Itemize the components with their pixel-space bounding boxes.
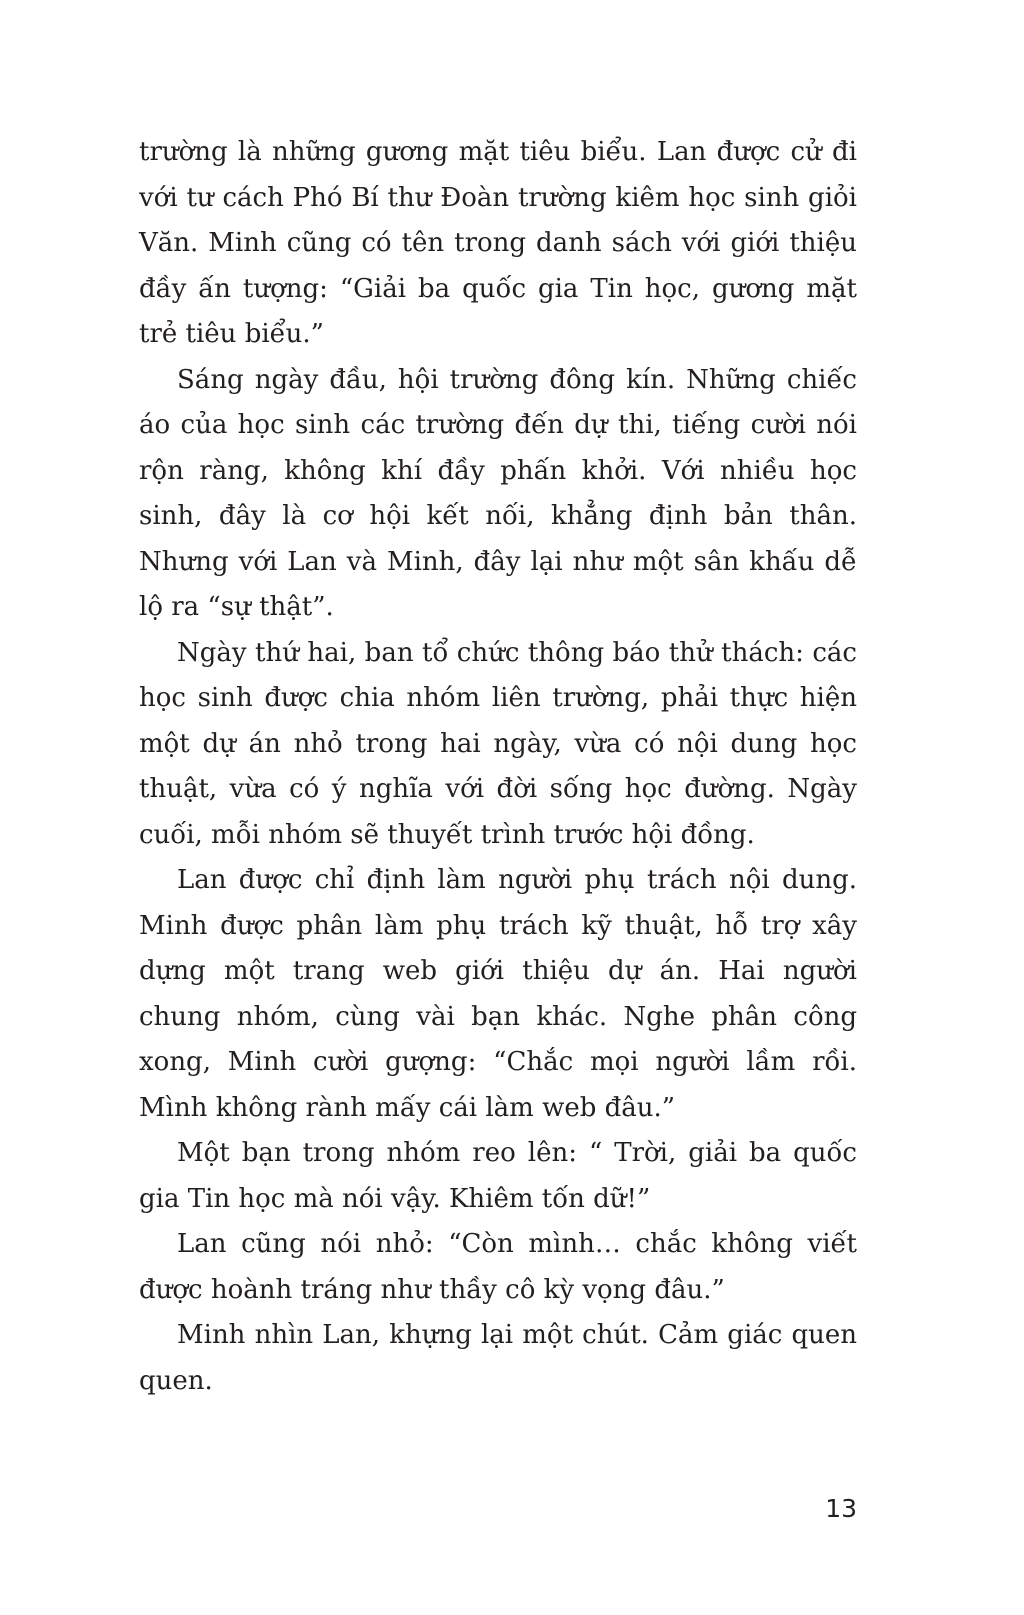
- body-text: [139, 130, 857, 1404]
- paragraph-6: Lan cũng nói nhỏ: “Còn mình… chắc không viết được hoành tráng như thầy cô kỳ vọng đâu.”: [139, 1229, 857, 1305]
- paragraph-2: Sáng ngày đầu, hội trường đông kín. Những chiếc áo của học sinh các trường đến dự thi, tiếng cười nói rộn ràng, không khí đầy phấn khởi. Với nhiều học sinh, đây là cơ hội kết nối, khẳng định bản thân. Nhưng với Lan và Minh, đây lại như một sân khấu dễ lộ ra “sự thật”.: [139, 364, 857, 622]
- paragraph-1: trường là những gương mặt tiêu biểu. Lan được cử đi với tư cách Phó Bí thư Đoàn trường kiêm học sinh giỏi Văn. Minh cũng có tên trong danh sách với giới thiệu đầy ấn tượng: “Giải ba quốc gia Tin học, gương mặt trẻ tiêu biểu.”: [139, 137, 857, 349]
- paragraph-3: Ngày thứ hai, ban tổ chức thông báo thử thách: các học sinh được chia nhóm liên trường, phải thực hiện một dự án nhỏ trong hai ngày, vừa có nội dung học thuật, vừa có ý nghĩa với đời sống học đường. Ngày cuối, mỗi nhóm sẽ thuyết trình trước hội đồng.: [139, 637, 857, 850]
- paragraph-7: Minh nhìn Lan, khựng lại một chút. Cảm giác quen quen.: [139, 1320, 857, 1396]
- paragraph-5: Một bạn trong nhóm reo lên: “ Trời, giải ba quốc gia Tin học mà nói vậy. Khiêm tốn dữ!”: [139, 1138, 857, 1214]
- page-number: 13: [825, 1494, 857, 1523]
- paragraph-4: Lan được chỉ định làm người phụ trách nội dung. Minh được phân làm phụ trách kỹ thuật, hỗ trợ xây dựng một trang web giới thiệu dự án. Hai người chung nhóm, cùng vài bạn khác. Nghe phân công xong, Minh cười gượng: “Chắc mọi người lầm rồi. Mình không rành mấy cái làm web đâu.”: [139, 865, 857, 1123]
